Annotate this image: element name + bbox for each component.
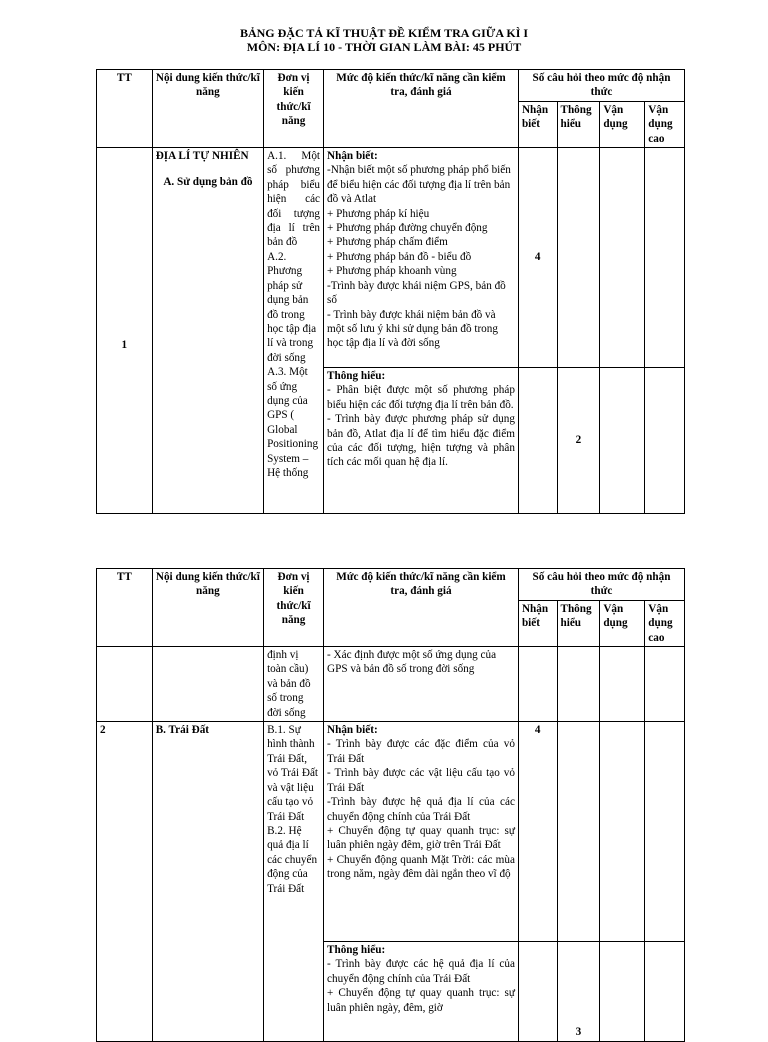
- continued-muc-do: - Xác định được một số ứng dụng của GPS và bản đồ số trong đời sống: [324, 647, 519, 722]
- th-line: - Phân biệt được một số phương pháp biểu hiện các đối tượng địa lí trên bản đồ.: [327, 384, 515, 411]
- nb-line: + Phương pháp bản đồ - biểu đồ: [327, 250, 472, 263]
- header-thong-hieu: Thông hiểu: [557, 101, 600, 147]
- document-title-line-2: MÔN: ĐỊA LÍ 10 - THỜI GIAN LÀM BÀI: 45 PHÚT: [246, 40, 522, 54]
- empty-cell: [600, 722, 645, 942]
- nb-line: + Phương pháp chấm điểm: [327, 236, 448, 249]
- nhan-biet-cell-2: [324, 722, 519, 942]
- topic-title: ĐỊA LÍ TỰ NHIÊN: [155, 150, 249, 163]
- thong-hieu-heading: Thông hiểu:: [327, 370, 386, 383]
- empty-cell: [557, 722, 600, 942]
- unit-b2: B.2. Hệ quả địa lí các chuyển động của Trái Đất: [267, 824, 318, 895]
- empty-cell: [557, 647, 600, 722]
- header-muc-do: Mức độ kiến thức/kĩ năng cần kiểm tra, đánh giá: [324, 569, 519, 647]
- thong-hieu-cell-1: [324, 368, 519, 514]
- unit-a1: A.1. Một số phương pháp biểu hiện các đối tượng địa lí trên bản đồ: [267, 150, 321, 249]
- empty-cell: [645, 722, 685, 942]
- unit-b1: B.1. Sự hình thành Trái Đất, vỏ Trái Đất và vật liệu cấu tạo vỏ Trái Đất: [267, 724, 319, 823]
- nb-line: - Trình bày được các vật liệu cấu tạo vỏ Trái Đất: [327, 767, 515, 794]
- header-van-dung-cao: Vận dụng cao: [645, 600, 685, 646]
- topic-subtitle: A. Sử dụng bản đồ: [163, 176, 253, 189]
- document-title-line-1: BẢNG ĐẶC TẢ KĨ THUẬT ĐỀ KIỂM TRA GIỮA KÌ I: [239, 26, 529, 40]
- thong-hieu-count-1: 2: [557, 368, 600, 514]
- nhan-biet-heading: Nhận biết:: [327, 724, 378, 737]
- header-thong-hieu: Thông hiểu: [557, 600, 600, 646]
- empty-cell: [645, 647, 685, 722]
- nhan-biet-count-2: 4: [518, 722, 557, 942]
- unit-a2: A.2. Phương pháp sử dụng bản đồ trong học tập địa lí và trong đời sống: [267, 250, 317, 364]
- unit-a3: A.3. Một số ứng dụng của GPS ( Global Positioning System – Hệ thống: [267, 366, 319, 479]
- nb-line: + Chuyển động quanh Mặt Trời: các mùa trong năm, ngày đêm dài ngắn theo vĩ độ: [327, 853, 515, 881]
- header-don-vi: Đơn vị kiến thức/kĩ năng: [264, 70, 324, 148]
- header-tt: TT: [97, 569, 153, 647]
- nb-line: -Nhận biết một số phương pháp phổ biến để biểu hiện các đối tượng địa lí trên bản đồ và Atlat: [327, 164, 511, 206]
- nb-line: + Chuyển động tự quay quanh trục: sự luân phiên ngày đêm, giờ trên Trái Đất: [327, 824, 515, 852]
- header-van-dung-cao: Vận dụng cao: [645, 101, 685, 147]
- nb-line: -Trình bày được khái niệm GPS, bản đồ số: [327, 279, 506, 307]
- thong-hieu-heading: Thông hiểu:: [327, 944, 386, 957]
- nhan-biet-heading: Nhận biết:: [327, 150, 378, 163]
- header-nhan-biet: Nhận biết: [518, 600, 557, 646]
- nb-line: + Phương pháp đường chuyển động: [327, 222, 488, 235]
- empty-cell: [600, 148, 645, 368]
- header-van-dung: Vận dụng: [600, 600, 645, 646]
- unit-cell-1: [264, 148, 324, 514]
- header-muc-do: Mức độ kiến thức/kĩ năng cần kiểm tra, đánh giá: [324, 70, 519, 148]
- th-line: - Trình bày được các hệ quả địa lí của chuyển động chính của Trái Đất: [327, 958, 515, 985]
- header-don-vi: Đơn vị kiến thức/kĩ năng: [264, 569, 324, 647]
- empty-cell: [645, 368, 685, 514]
- spec-table-1: [96, 69, 685, 514]
- empty-cell: [518, 647, 557, 722]
- empty-cell: [97, 647, 153, 722]
- header-noi-dung: Nội dung kiến thức/kĩ năng: [152, 70, 263, 148]
- row-number-1: 1: [97, 148, 153, 514]
- header-nhan-biet: Nhận biết: [518, 101, 557, 147]
- nhan-biet-count-1: 4: [518, 148, 557, 368]
- header-tt: TT: [97, 70, 153, 148]
- empty-cell: [600, 647, 645, 722]
- spec-table-2: [96, 568, 685, 1042]
- row-number-2: 2: [97, 722, 153, 1042]
- empty-cell: [152, 647, 263, 722]
- header-noi-dung: Nội dung kiến thức/kĩ năng: [152, 569, 263, 647]
- empty-cell: [600, 942, 645, 1042]
- nb-line: - Trình bày được các đặc điểm của vỏ Trái Đất: [327, 738, 515, 765]
- topic-cell-1: [152, 148, 263, 514]
- nhan-biet-cell-1: [324, 148, 519, 368]
- empty-cell: [518, 368, 557, 514]
- th-line: + Chuyển động tự quay quanh trục: sự luân phiên ngày, đêm, giờ: [327, 987, 515, 1014]
- empty-cell: [600, 368, 645, 514]
- nb-line: -Trình bày được hệ quả địa lí của các chuyển động chính của Trái Đất: [327, 796, 515, 823]
- empty-cell: [645, 148, 685, 368]
- topic-cell-2: B. Trái Đất: [152, 722, 263, 1042]
- header-so-cau: Số câu hỏi theo mức độ nhận thức: [518, 569, 684, 601]
- nb-line: - Trình bày được khái niệm bản đồ và một số lưu ý khi sử dụng bản đồ trong học tập địa lí và đời sống: [327, 308, 498, 350]
- empty-cell: [645, 942, 685, 1042]
- thong-hieu-cell-2: [324, 942, 519, 1042]
- nb-line: + Phương pháp khoanh vùng: [327, 265, 457, 278]
- nb-line: + Phương pháp kí hiệu: [327, 207, 430, 220]
- unit-cell-2: [264, 722, 324, 1042]
- thong-hieu-count-2: 3: [557, 942, 600, 1042]
- empty-cell: [557, 148, 600, 368]
- header-van-dung: Vận dụng: [600, 101, 645, 147]
- header-so-cau: Số câu hỏi theo mức độ nhận thức: [518, 70, 684, 102]
- th-line: - Trình bày được phương pháp sử dụng bản đồ, Atlat địa lí để tìm hiểu đặc điểm của các đối tượng, hiện tượng và phân tích các mối quan hệ địa lí.: [327, 413, 515, 469]
- continued-unit: định vị toàn cầu) và bản đồ số trong đời sống: [264, 647, 324, 722]
- empty-cell: [518, 942, 557, 1042]
